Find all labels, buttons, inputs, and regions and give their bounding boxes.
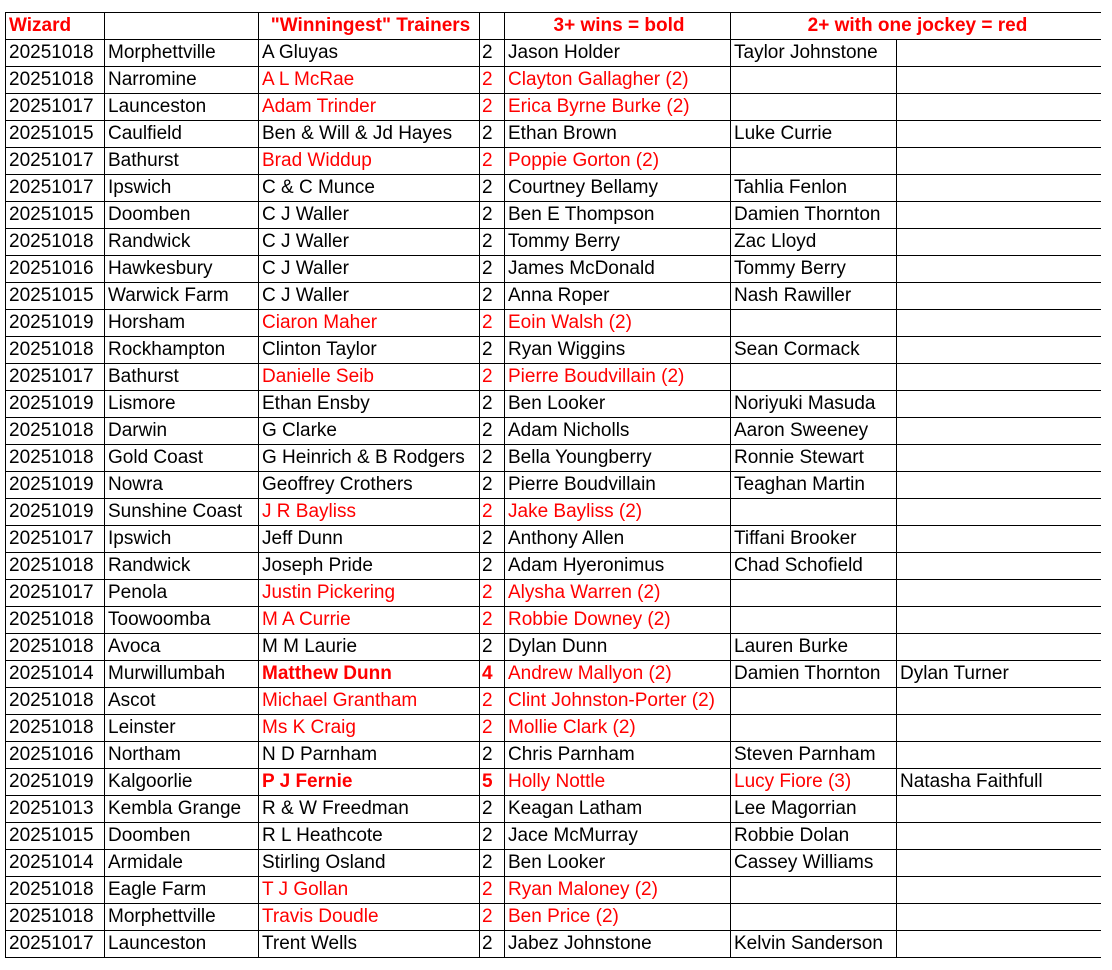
cell-trainer[interactable]: Geoffrey Crothers <box>259 472 480 499</box>
table-row <box>6 580 1102 607</box>
cell-jockey-2[interactable] <box>731 715 897 742</box>
cell-trainer[interactable]: Brad Widdup <box>259 148 480 175</box>
table-row <box>6 310 1102 337</box>
cell-venue[interactable]: Northam <box>105 742 259 769</box>
table-row <box>6 256 1102 283</box>
cell-venue[interactable]: Sunshine Coast <box>105 499 259 526</box>
cell-trainer[interactable]: T J Gollan <box>259 877 480 904</box>
cell-jockey-2[interactable]: Cassey Williams <box>731 850 897 877</box>
cell-venue[interactable]: Bathurst <box>105 148 259 175</box>
cell-wins[interactable]: 2 <box>480 40 505 67</box>
cell-date[interactable]: 20251018 <box>6 715 105 742</box>
cell-wins[interactable]: 5 <box>480 769 505 796</box>
cell-date[interactable]: 20251015 <box>6 283 105 310</box>
table-row <box>6 202 1102 229</box>
cell-jockey-3[interactable] <box>897 877 1102 904</box>
cell-date[interactable]: 20251014 <box>6 661 105 688</box>
cell-jockey-1[interactable]: Anna Roper <box>505 283 731 310</box>
cell-wins[interactable]: 2 <box>480 337 505 364</box>
cell-jockey-1[interactable]: Adam Nicholls <box>505 418 731 445</box>
cell-jockey-1[interactable]: Tommy Berry <box>505 229 731 256</box>
cell-wins[interactable]: 2 <box>480 742 505 769</box>
cell-wins[interactable]: 2 <box>480 580 505 607</box>
cell-trainer[interactable]: Ben & Will & Jd Hayes <box>259 121 480 148</box>
cell-wins[interactable]: 2 <box>480 67 505 94</box>
table-row <box>6 769 1102 796</box>
cell-jockey-3[interactable] <box>897 445 1102 472</box>
cell-jockey-3[interactable] <box>897 256 1102 283</box>
cell-jockey-1[interactable]: Ben Looker <box>505 850 731 877</box>
cell-date[interactable]: 20251017 <box>6 580 105 607</box>
table-row <box>6 472 1102 499</box>
cell-jockey-2[interactable]: Tommy Berry <box>731 256 897 283</box>
cell-trainer[interactable]: Jeff Dunn <box>259 526 480 553</box>
cell-trainer[interactable]: Travis Doudle <box>259 904 480 931</box>
cell-jockey-2[interactable] <box>731 148 897 175</box>
table-row <box>6 175 1102 202</box>
cell-jockey-1[interactable]: Mollie Clark (2) <box>505 715 731 742</box>
cell-wins[interactable]: 2 <box>480 310 505 337</box>
cell-venue[interactable]: Bathurst <box>105 364 259 391</box>
cell-wins[interactable]: 2 <box>480 445 505 472</box>
cell-trainer[interactable]: R & W Freedman <box>259 796 480 823</box>
cell-jockey-2[interactable] <box>731 310 897 337</box>
cell-trainer[interactable]: R L Heathcote <box>259 823 480 850</box>
cell-date[interactable]: 20251018 <box>6 337 105 364</box>
cell-jockey-3[interactable] <box>897 337 1102 364</box>
cell-jockey-3[interactable] <box>897 796 1102 823</box>
trainers-table <box>5 12 1102 958</box>
cell-jockey-3[interactable] <box>897 526 1102 553</box>
cell-trainer[interactable]: Ciaron Maher <box>259 310 480 337</box>
cell-date[interactable]: 20251017 <box>6 526 105 553</box>
header-cell-wins[interactable] <box>480 13 505 40</box>
cell-venue[interactable]: Doomben <box>105 202 259 229</box>
cell-wins[interactable]: 2 <box>480 877 505 904</box>
cell-date[interactable]: 20251018 <box>6 688 105 715</box>
cell-date[interactable]: 20251016 <box>6 742 105 769</box>
table-row <box>6 283 1102 310</box>
cell-jockey-3[interactable] <box>897 283 1102 310</box>
cell-venue[interactable]: Caulfield <box>105 121 259 148</box>
cell-venue[interactable]: Hawkesbury <box>105 256 259 283</box>
cell-wins[interactable]: 2 <box>480 283 505 310</box>
table-row <box>6 364 1102 391</box>
table-row <box>6 661 1102 688</box>
cell-trainer[interactable]: N D Parnham <box>259 742 480 769</box>
cell-wins[interactable]: 2 <box>480 526 505 553</box>
cell-jockey-2[interactable]: Steven Parnham <box>731 742 897 769</box>
cell-trainer[interactable]: C J Waller <box>259 202 480 229</box>
cell-jockey-1[interactable]: Dylan Dunn <box>505 634 731 661</box>
cell-jockey-3[interactable] <box>897 553 1102 580</box>
cell-jockey-3[interactable] <box>897 94 1102 121</box>
cell-jockey-2[interactable]: Luke Currie <box>731 121 897 148</box>
cell-venue[interactable]: Leinster <box>105 715 259 742</box>
cell-jockey-3[interactable] <box>897 175 1102 202</box>
cell-jockey-1[interactable]: Adam Hyeronimus <box>505 553 731 580</box>
cell-jockey-2[interactable]: Tiffani Brooker <box>731 526 897 553</box>
cell-date[interactable]: 20251018 <box>6 607 105 634</box>
cell-venue[interactable]: Launceston <box>105 931 259 958</box>
cell-jockey-2[interactable]: Aaron Sweeney <box>731 418 897 445</box>
cell-jockey-2[interactable]: Damien Thornton <box>731 202 897 229</box>
cell-venue[interactable]: Morphettville <box>105 904 259 931</box>
cell-jockey-2[interactable]: Zac Lloyd <box>731 229 897 256</box>
cell-date[interactable]: 20251018 <box>6 445 105 472</box>
cell-date[interactable]: 20251018 <box>6 877 105 904</box>
cell-date[interactable]: 20251018 <box>6 229 105 256</box>
cell-wins[interactable]: 2 <box>480 904 505 931</box>
cell-jockey-1[interactable]: Ben Price (2) <box>505 904 731 931</box>
cell-jockey-3[interactable] <box>897 742 1102 769</box>
header-cell-wizard[interactable]: Wizard <box>6 13 105 40</box>
cell-jockey-2[interactable] <box>731 67 897 94</box>
cell-venue[interactable]: Horsham <box>105 310 259 337</box>
cell-trainer[interactable]: G Heinrich & B Rodgers <box>259 445 480 472</box>
cell-jockey-3[interactable] <box>897 580 1102 607</box>
cell-jockey-1[interactable]: Alysha Warren (2) <box>505 580 731 607</box>
cell-trainer[interactable]: J R Bayliss <box>259 499 480 526</box>
cell-wins[interactable]: 2 <box>480 823 505 850</box>
cell-jockey-3[interactable] <box>897 391 1102 418</box>
cell-jockey-2[interactable]: Lucy Fiore (3) <box>731 769 897 796</box>
cell-venue[interactable]: Morphettville <box>105 40 259 67</box>
table-row <box>6 391 1102 418</box>
cell-wins[interactable]: 2 <box>480 472 505 499</box>
cell-trainer[interactable]: C J Waller <box>259 256 480 283</box>
cell-trainer[interactable]: Joseph Pride <box>259 553 480 580</box>
cell-jockey-3[interactable] <box>897 715 1102 742</box>
cell-trainer[interactable]: Danielle Seib <box>259 364 480 391</box>
cell-date[interactable]: 20251017 <box>6 148 105 175</box>
cell-date[interactable]: 20251017 <box>6 175 105 202</box>
cell-wins[interactable]: 2 <box>480 364 505 391</box>
cell-jockey-3[interactable] <box>897 499 1102 526</box>
cell-jockey-2[interactable]: Chad Schofield <box>731 553 897 580</box>
cell-venue[interactable]: Darwin <box>105 418 259 445</box>
cell-date[interactable]: 20251018 <box>6 40 105 67</box>
cell-wins[interactable]: 2 <box>480 796 505 823</box>
cell-wins[interactable]: 2 <box>480 148 505 175</box>
cell-date[interactable]: 20251019 <box>6 499 105 526</box>
cell-jockey-2[interactable]: Robbie Dolan <box>731 823 897 850</box>
cell-wins[interactable]: 2 <box>480 850 505 877</box>
cell-jockey-3[interactable] <box>897 310 1102 337</box>
cell-date[interactable]: 20251018 <box>6 67 105 94</box>
cell-venue[interactable]: Gold Coast <box>105 445 259 472</box>
cell-jockey-3[interactable] <box>897 634 1102 661</box>
top-margin <box>0 0 1112 12</box>
cell-venue[interactable]: Randwick <box>105 553 259 580</box>
table-row <box>6 418 1102 445</box>
table-row <box>6 499 1102 526</box>
cell-jockey-3[interactable]: Natasha Faithfull <box>897 769 1102 796</box>
cell-jockey-1[interactable]: Ryan Wiggins <box>505 337 731 364</box>
cell-venue[interactable]: Ipswich <box>105 526 259 553</box>
cell-jockey-1[interactable]: Holly Nottle <box>505 769 731 796</box>
cell-jockey-2[interactable] <box>731 364 897 391</box>
cell-jockey-3[interactable] <box>897 472 1102 499</box>
cell-jockey-3[interactable] <box>897 229 1102 256</box>
cell-trainer[interactable]: C & C Munce <box>259 175 480 202</box>
cell-trainer[interactable]: C J Waller <box>259 229 480 256</box>
cell-venue[interactable]: Kembla Grange <box>105 796 259 823</box>
cell-venue[interactable]: Ipswich <box>105 175 259 202</box>
cell-jockey-1[interactable]: Pierre Boudvillain <box>505 472 731 499</box>
cell-venue[interactable]: Rockhampton <box>105 337 259 364</box>
cell-jockey-3[interactable] <box>897 148 1102 175</box>
cell-jockey-2[interactable]: Taylor Johnstone <box>731 40 897 67</box>
cell-trainer[interactable]: Adam Trinder <box>259 94 480 121</box>
cell-wins[interactable]: 2 <box>480 94 505 121</box>
cell-jockey-2[interactable]: Ronnie Stewart <box>731 445 897 472</box>
cell-jockey-2[interactable] <box>731 499 897 526</box>
cell-venue[interactable]: Warwick Farm <box>105 283 259 310</box>
cell-jockey-1[interactable]: Eoin Walsh (2) <box>505 310 731 337</box>
cell-trainer[interactable]: C J Waller <box>259 283 480 310</box>
cell-jockey-1[interactable]: Clint Johnston-Porter (2) <box>505 688 731 715</box>
cell-date[interactable]: 20251018 <box>6 904 105 931</box>
cell-date[interactable]: 20251015 <box>6 121 105 148</box>
cell-jockey-2[interactable] <box>731 904 897 931</box>
cell-date[interactable]: 20251015 <box>6 823 105 850</box>
cell-venue[interactable]: Eagle Farm <box>105 877 259 904</box>
cell-jockey-2[interactable]: Lauren Burke <box>731 634 897 661</box>
table-row <box>6 94 1102 121</box>
cell-wins[interactable]: 2 <box>480 634 505 661</box>
cell-trainer[interactable]: A L McRae <box>259 67 480 94</box>
cell-jockey-3[interactable] <box>897 688 1102 715</box>
table-row <box>6 877 1102 904</box>
cell-date[interactable]: 20251017 <box>6 931 105 958</box>
cell-trainer[interactable]: Ethan Ensby <box>259 391 480 418</box>
cell-date[interactable]: 20251016 <box>6 256 105 283</box>
cell-jockey-2[interactable]: Teaghan Martin <box>731 472 897 499</box>
cell-jockey-1[interactable]: Anthony Allen <box>505 526 731 553</box>
cell-jockey-1[interactable]: Bella Youngberry <box>505 445 731 472</box>
header-cell-trainers[interactable]: "Winningest" Trainers <box>259 13 480 40</box>
cell-wins[interactable]: 2 <box>480 688 505 715</box>
table-row <box>6 904 1102 931</box>
cell-trainer[interactable]: Michael Grantham <box>259 688 480 715</box>
cell-jockey-3[interactable] <box>897 40 1102 67</box>
cell-jockey-2[interactable]: Nash Rawiller <box>731 283 897 310</box>
cell-jockey-1[interactable]: Ben Looker <box>505 391 731 418</box>
cell-jockey-3[interactable] <box>897 823 1102 850</box>
cell-trainer[interactable]: Stirling Osland <box>259 850 480 877</box>
cell-wins[interactable]: 2 <box>480 418 505 445</box>
cell-trainer[interactable]: M A Currie <box>259 607 480 634</box>
cell-date[interactable]: 20251019 <box>6 472 105 499</box>
cell-jockey-3[interactable] <box>897 67 1102 94</box>
cell-date[interactable]: 20251019 <box>6 310 105 337</box>
cell-date[interactable]: 20251018 <box>6 634 105 661</box>
table-row <box>6 526 1102 553</box>
cell-trainer[interactable]: G Clarke <box>259 418 480 445</box>
cell-jockey-1[interactable]: Jabez Johnstone <box>505 931 731 958</box>
cell-trainer[interactable]: Justin Pickering <box>259 580 480 607</box>
cell-jockey-3[interactable] <box>897 364 1102 391</box>
cell-venue[interactable]: Kalgoorlie <box>105 769 259 796</box>
cell-venue[interactable]: Nowra <box>105 472 259 499</box>
cell-jockey-2[interactable] <box>731 94 897 121</box>
cell-jockey-1[interactable]: Courtney Bellamy <box>505 175 731 202</box>
cell-wins[interactable]: 2 <box>480 391 505 418</box>
table-row <box>6 40 1102 67</box>
table-row <box>6 715 1102 742</box>
cell-venue[interactable]: Toowoomba <box>105 607 259 634</box>
table-row <box>6 445 1102 472</box>
cell-venue[interactable]: Randwick <box>105 229 259 256</box>
cell-jockey-3[interactable] <box>897 904 1102 931</box>
header-cell-red-rule[interactable]: 2+ with one jockey = red <box>731 13 1102 40</box>
cell-jockey-1[interactable]: Pierre Boudvillain (2) <box>505 364 731 391</box>
cell-wins[interactable]: 2 <box>480 175 505 202</box>
cell-jockey-1[interactable]: Poppie Gorton (2) <box>505 148 731 175</box>
cell-jockey-2[interactable]: Tahlia Fenlon <box>731 175 897 202</box>
cell-venue[interactable]: Armidale <box>105 850 259 877</box>
cell-trainer[interactable]: P J Fernie <box>259 769 480 796</box>
cell-jockey-3[interactable] <box>897 121 1102 148</box>
cell-jockey-1[interactable]: Ben E Thompson <box>505 202 731 229</box>
table-row <box>6 229 1102 256</box>
cell-venue[interactable]: Penola <box>105 580 259 607</box>
cell-jockey-1[interactable]: Ethan Brown <box>505 121 731 148</box>
cell-wins[interactable]: 2 <box>480 553 505 580</box>
cell-jockey-1[interactable]: Ryan Maloney (2) <box>505 877 731 904</box>
cell-jockey-1[interactable]: Jace McMurray <box>505 823 731 850</box>
cell-jockey-1[interactable]: Jake Bayliss (2) <box>505 499 731 526</box>
cell-jockey-3[interactable] <box>897 607 1102 634</box>
cell-date[interactable]: 20251018 <box>6 418 105 445</box>
cell-venue[interactable]: Avoca <box>105 634 259 661</box>
cell-trainer[interactable]: A Gluyas <box>259 40 480 67</box>
cell-trainer[interactable]: Matthew Dunn <box>259 661 480 688</box>
cell-date[interactable]: 20251017 <box>6 364 105 391</box>
cell-jockey-2[interactable]: Damien Thornton <box>731 661 897 688</box>
cell-trainer[interactable]: Trent Wells <box>259 931 480 958</box>
cell-venue[interactable]: Lismore <box>105 391 259 418</box>
table-row <box>6 337 1102 364</box>
cell-venue[interactable]: Doomben <box>105 823 259 850</box>
cell-wins[interactable]: 2 <box>480 715 505 742</box>
cell-wins[interactable]: 2 <box>480 607 505 634</box>
cell-wins[interactable]: 4 <box>480 661 505 688</box>
cell-date[interactable]: 20251018 <box>6 553 105 580</box>
cell-jockey-3[interactable] <box>897 931 1102 958</box>
cell-jockey-3[interactable] <box>897 418 1102 445</box>
table-row <box>6 742 1102 769</box>
cell-wins[interactable]: 2 <box>480 202 505 229</box>
cell-jockey-2[interactable]: Noriyuki Masuda <box>731 391 897 418</box>
cell-trainer[interactable]: M M Laurie <box>259 634 480 661</box>
cell-jockey-2[interactable] <box>731 877 897 904</box>
cell-date[interactable]: 20251015 <box>6 202 105 229</box>
cell-venue[interactable]: Ascot <box>105 688 259 715</box>
table-row <box>6 931 1102 958</box>
cell-trainer[interactable]: Ms K Craig <box>259 715 480 742</box>
cell-jockey-1[interactable]: James McDonald <box>505 256 731 283</box>
cell-jockey-1[interactable]: Erica Byrne Burke (2) <box>505 94 731 121</box>
cell-jockey-2[interactable] <box>731 607 897 634</box>
cell-wins[interactable]: 2 <box>480 256 505 283</box>
cell-venue[interactable]: Murwillumbah <box>105 661 259 688</box>
header-row <box>6 13 1102 40</box>
cell-venue[interactable]: Narromine <box>105 67 259 94</box>
table-row <box>6 634 1102 661</box>
right-margin <box>1101 0 1112 970</box>
header-cell-bold-rule[interactable]: 3+ wins = bold <box>505 13 731 40</box>
table-row <box>6 688 1102 715</box>
cell-trainer[interactable]: Clinton Taylor <box>259 337 480 364</box>
table-row <box>6 850 1102 877</box>
cell-wins[interactable]: 2 <box>480 229 505 256</box>
cell-jockey-1[interactable]: Robbie Downey (2) <box>505 607 731 634</box>
table-row <box>6 823 1102 850</box>
cell-jockey-1[interactable]: Clayton Gallagher (2) <box>505 67 731 94</box>
table-row <box>6 148 1102 175</box>
table-row <box>6 67 1102 94</box>
cell-jockey-2[interactable]: Sean Cormack <box>731 337 897 364</box>
cell-wins[interactable]: 2 <box>480 499 505 526</box>
table-row <box>6 121 1102 148</box>
cell-jockey-2[interactable]: Lee Magorrian <box>731 796 897 823</box>
cell-jockey-2[interactable] <box>731 580 897 607</box>
cell-date[interactable]: 20251014 <box>6 850 105 877</box>
cell-date[interactable]: 20251013 <box>6 796 105 823</box>
cell-venue[interactable]: Launceston <box>105 94 259 121</box>
cell-jockey-3[interactable]: Dylan Turner <box>897 661 1102 688</box>
cell-jockey-1[interactable]: Chris Parnham <box>505 742 731 769</box>
cell-jockey-3[interactable] <box>897 202 1102 229</box>
cell-jockey-1[interactable]: Keagan Latham <box>505 796 731 823</box>
cell-date[interactable]: 20251017 <box>6 94 105 121</box>
cell-jockey-2[interactable] <box>731 688 897 715</box>
cell-jockey-2[interactable]: Kelvin Sanderson <box>731 931 897 958</box>
table-row <box>6 796 1102 823</box>
cell-jockey-1[interactable]: Jason Holder <box>505 40 731 67</box>
cell-jockey-1[interactable]: Andrew Mallyon (2) <box>505 661 731 688</box>
cell-jockey-3[interactable] <box>897 850 1102 877</box>
table-row <box>6 607 1102 634</box>
table-row <box>6 553 1102 580</box>
cell-wins[interactable]: 2 <box>480 931 505 958</box>
cell-date[interactable]: 20251019 <box>6 769 105 796</box>
cell-wins[interactable]: 2 <box>480 121 505 148</box>
cell-date[interactable]: 20251019 <box>6 391 105 418</box>
header-cell-venue[interactable] <box>105 13 259 40</box>
